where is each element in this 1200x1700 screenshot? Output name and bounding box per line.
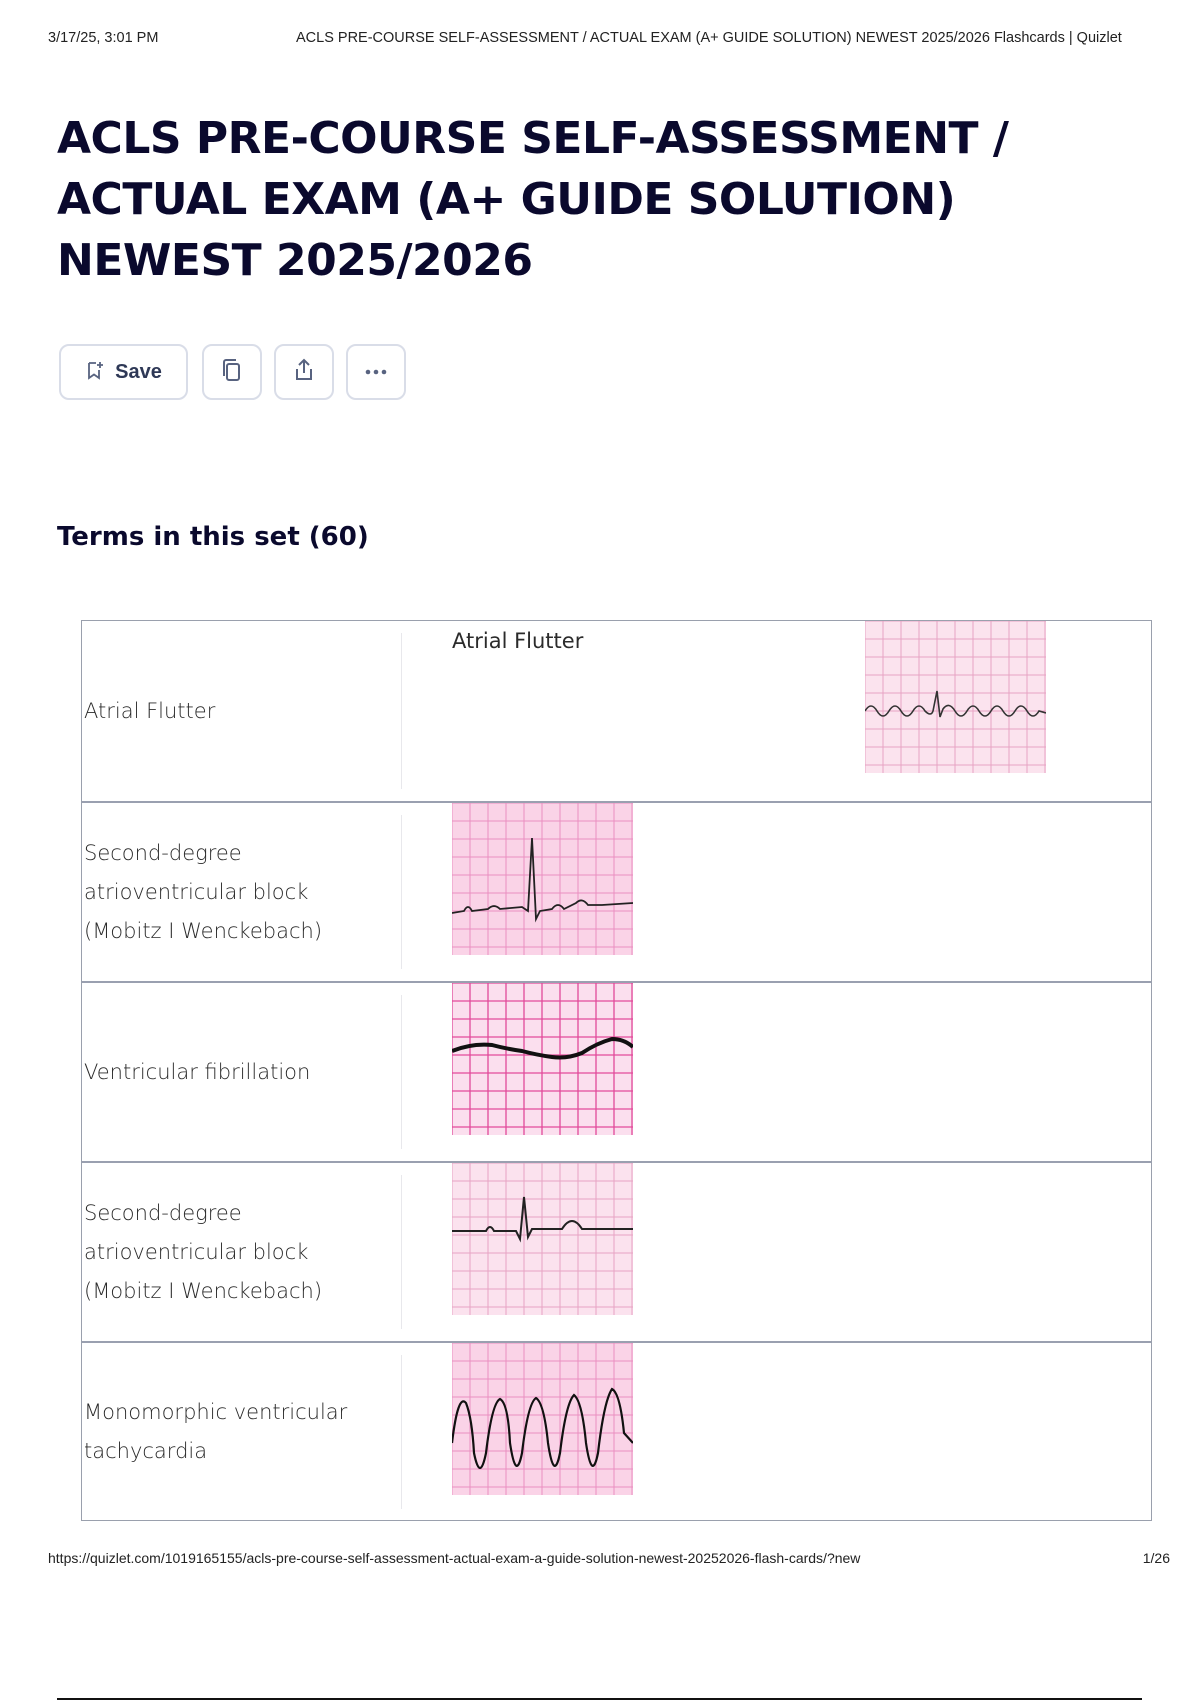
column-divider xyxy=(401,1175,402,1329)
atrial-flutter-ecg-image xyxy=(865,621,1046,773)
save-button-label: Save xyxy=(115,360,162,383)
column-divider xyxy=(401,633,402,789)
definition-text: Atrial Flutter xyxy=(452,629,584,653)
term-card[interactable] xyxy=(82,621,1151,801)
term-text: Second-degree atrioventricular block (Mobitz I Wenckebach) xyxy=(84,840,323,943)
more-icon xyxy=(363,363,389,381)
bookmark-plus-icon xyxy=(85,360,105,385)
share-button[interactable] xyxy=(274,344,334,400)
print-header xyxy=(48,30,1170,46)
term-text: Second-degree atrioventricular block (Mobitz I Wenckebach) xyxy=(84,1200,323,1303)
column-divider xyxy=(401,995,402,1149)
vtach-ecg-image xyxy=(452,1343,633,1495)
print-datetime: 3/17/25, 3:01 PM xyxy=(48,30,159,46)
print-page-title: ACLS PRE-COURSE SELF-ASSESSMENT / ACTUAL EXAM (A+ GUIDE SOLUTION) NEWEST 2025/2026 Flashcards | Quizlet xyxy=(296,30,1122,46)
vfib-ecg-image xyxy=(452,983,633,1135)
print-footer xyxy=(48,1550,1170,1566)
terms-table xyxy=(81,620,1152,1521)
save-button[interactable] xyxy=(59,344,188,400)
term-card[interactable] xyxy=(82,1161,1151,1341)
term-text: Ventricular fibrillation xyxy=(84,1059,311,1084)
terms-heading: Terms in this set (60) xyxy=(57,522,369,552)
term-text: Monomorphic ventricular tachycardia xyxy=(84,1400,348,1463)
page-url[interactable]: https://quizlet.com/1019165155/acls-pre-course-self-assessment-actual-exam-a-guide-solution-newest-20252026-flash-cards/?new xyxy=(48,1550,861,1566)
copy-icon xyxy=(219,357,245,388)
term-card[interactable] xyxy=(82,981,1151,1161)
column-divider xyxy=(401,815,402,969)
page-number: 1/26 xyxy=(1142,1550,1170,1566)
more-button[interactable] xyxy=(346,344,406,400)
term-card[interactable] xyxy=(82,801,1151,981)
column-divider xyxy=(401,1355,402,1509)
share-icon xyxy=(291,357,317,388)
term-card[interactable] xyxy=(82,1341,1151,1521)
copy-button[interactable] xyxy=(202,344,262,400)
term-text: Atrial Flutter xyxy=(84,698,216,723)
set-title: ACLS PRE-COURSE SELF-ASSESSMENT / ACTUAL EXAM (A+ GUIDE SOLUTION) NEWEST 2025/2026 xyxy=(57,113,1009,286)
wenckebach-ecg-image xyxy=(452,803,633,955)
wenckebach-ecg-image xyxy=(452,1163,633,1315)
